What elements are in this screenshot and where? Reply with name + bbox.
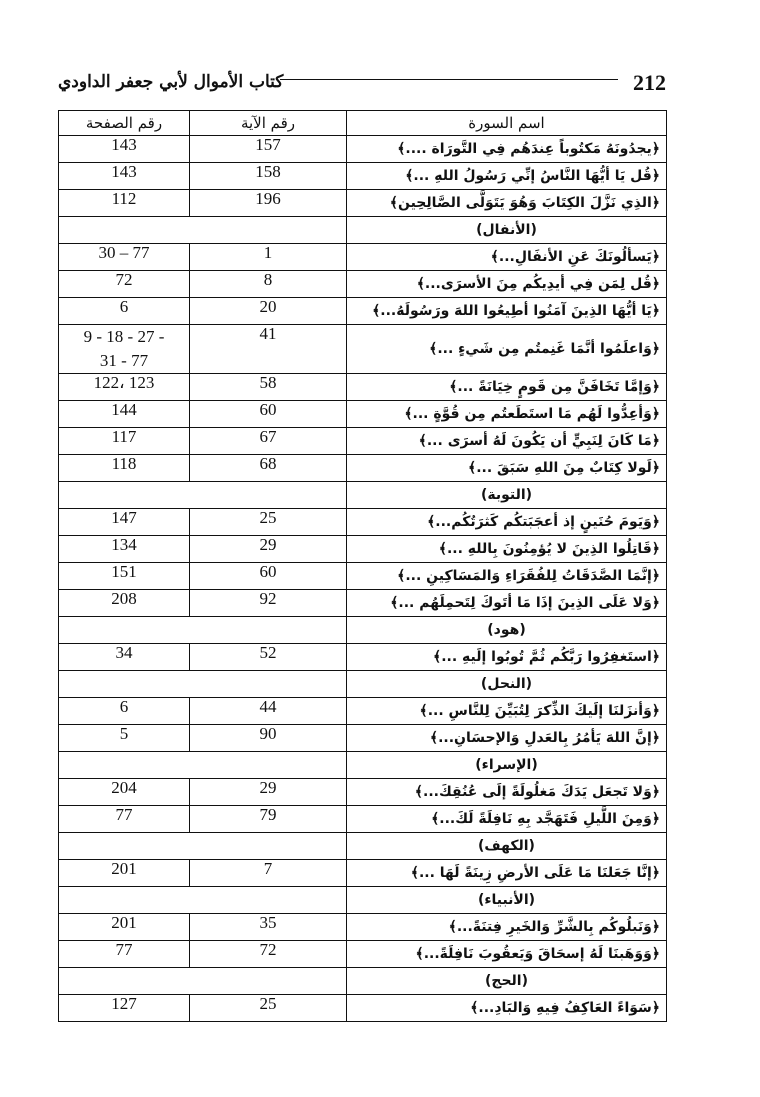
ayah-number-cell: 29: [190, 779, 347, 806]
table-row: [59, 401, 667, 428]
verse-cell: ﴿قُل يَا أيُّهَا النَّاسُ إنِّي رَسُولُ اللهِ ...﴾: [347, 163, 667, 190]
surah-section-title: (الإسراء): [347, 752, 667, 779]
page-number-cell: 112: [59, 190, 190, 217]
table-row: [59, 914, 667, 941]
section-blank-cell: [59, 887, 347, 914]
verse-cell: ﴿وَأنزَلنَا إلَيكَ الذِّكرَ لِتُبَيِّنَ لِلنَّاسِ ...﴾: [347, 698, 667, 725]
table-row: [59, 806, 667, 833]
surah-section-title: (الأنفال): [347, 217, 667, 244]
page-number-cell: 118: [59, 455, 190, 482]
section-row: [59, 968, 667, 995]
table-row: [59, 995, 667, 1022]
ayah-number-cell: 25: [190, 995, 347, 1022]
running-title: كتاب الأموال لأبي جعفر الداودي: [58, 72, 284, 92]
table-row: [59, 455, 667, 482]
section-blank-cell: [59, 217, 347, 244]
verse-cell: ﴿يجدُونَهُ مَكتُوباً عِندَهُم فِي التَّورَاة ....﴾: [347, 136, 667, 163]
page-number-cell: 143: [59, 163, 190, 190]
table-row: [59, 590, 667, 617]
ayah-number-cell: 67: [190, 428, 347, 455]
verse-cell: ﴿وَمِنَ اللَّيلِ فَتَهَجَّد بِهِ نَافِلَةً لَكَ...﴾: [347, 806, 667, 833]
ayah-number-cell: 44: [190, 698, 347, 725]
verse-cell: ﴿وَوَهَبنَا لَهُ إسحَاقَ وَيَعقُوبَ نَافِلَةً...﴾: [347, 941, 667, 968]
surah-section-title: (الأنبياء): [347, 887, 667, 914]
page-number-cell: 30 – 77: [59, 244, 190, 271]
section-row: [59, 752, 667, 779]
table-row: [59, 374, 667, 401]
table-row: [59, 779, 667, 806]
section-row: [59, 482, 667, 509]
section-blank-cell: [59, 752, 347, 779]
section-row: [59, 617, 667, 644]
page-number-cell: 204: [59, 779, 190, 806]
section-row: [59, 833, 667, 860]
verse-index-table: [58, 110, 667, 1022]
page-number-cell: 6: [59, 298, 190, 325]
section-blank-cell: [59, 833, 347, 860]
page-number-cell: 201: [59, 914, 190, 941]
verse-cell: ﴿وَلا عَلَى الذِينَ إذَا مَا أتَوكَ لِتَحمِلَهُم ...﴾: [347, 590, 667, 617]
ayah-number-cell: 58: [190, 374, 347, 401]
page-number-cell: 5: [59, 725, 190, 752]
table-row: [59, 190, 667, 217]
page-number-cell: 127: [59, 995, 190, 1022]
verse-cell: ﴿لَولا كِتَابٌ مِنَ اللهِ سَبَقَ ...﴾: [347, 455, 667, 482]
table-row: [59, 325, 667, 374]
table-row: [59, 298, 667, 325]
verse-cell: ﴿وَيَومَ حُنَينٍ إذ أعجَبَتكُم كَثرَتُكُم...﴾: [347, 509, 667, 536]
verse-cell: ﴿يَسألُونَكَ عَنِ الأنفَالِ...﴾: [347, 244, 667, 271]
page-number-cell: 77: [59, 806, 190, 833]
table-row: [59, 563, 667, 590]
table-row: [59, 698, 667, 725]
surah-section-title: (هود): [347, 617, 667, 644]
table-header-row: [59, 111, 667, 136]
verse-cell: ﴿استَغفِرُوا رَبَّكُم ثُمَّ تُوبُوا إلَيهِ ...﴾: [347, 644, 667, 671]
section-blank-cell: [59, 968, 347, 995]
page-number-cell: 144: [59, 401, 190, 428]
page-number-line: 31 - 77: [99, 351, 149, 370]
ayah-number-cell: 8: [190, 271, 347, 298]
ayah-number-cell: 7: [190, 860, 347, 887]
ayah-number-cell: 72: [190, 941, 347, 968]
ayah-number-cell: 158: [190, 163, 347, 190]
page-number-cell: 117: [59, 428, 190, 455]
page-number-cell: 77: [59, 941, 190, 968]
verse-cell: ﴿وَلا تَجعَل يَدَكَ مَغلُولَةً إلَى عُنُقِكَ...﴾: [347, 779, 667, 806]
ayah-number-cell: 79: [190, 806, 347, 833]
verse-cell: ﴿قُل لِمَن فِي أيدِيكُم مِنَ الأسرَى...﴾: [347, 271, 667, 298]
page-number-cell: 134: [59, 536, 190, 563]
verse-cell: ﴿إنَّ اللهَ يَأمُرُ بِالعَدلِ وَالإحسَانِ...﴾: [347, 725, 667, 752]
verse-cell: ﴿الذِي نَزَّلَ الكِتَابَ وَهُوَ يَتَوَلَّى الصَّالِحِين﴾: [347, 190, 667, 217]
page-number-cell: 6: [59, 698, 190, 725]
ayah-number-cell: 25: [190, 509, 347, 536]
ayah-number-cell: 90: [190, 725, 347, 752]
ayah-number-cell: 35: [190, 914, 347, 941]
page-number-cell: 151: [59, 563, 190, 590]
table-row: [59, 136, 667, 163]
surah-section-title: (التوبة): [347, 482, 667, 509]
column-header-ayah: رقم الآية: [190, 111, 347, 136]
page-number-cell: [59, 325, 190, 374]
page-number-cell: 34: [59, 644, 190, 671]
column-header-surah: اسم السورة: [347, 111, 667, 136]
header-rule: [280, 79, 618, 83]
page-number-line: 9 - 18 - 27 -: [83, 327, 165, 346]
table-row: [59, 509, 667, 536]
table-row: [59, 725, 667, 752]
section-blank-cell: [59, 482, 347, 509]
verse-cell: ﴿وَإمَّا تَخَافَنَّ مِن قَومٍ خِيَانَةً ...﴾: [347, 374, 667, 401]
page-number-cell: 201: [59, 860, 190, 887]
verse-cell: ﴿مَا كَانَ لِنَبِيٍّ أن يَكُونَ لَهُ أسرَى ...﴾: [347, 428, 667, 455]
table-row: [59, 244, 667, 271]
page-number-cell: 72: [59, 271, 190, 298]
verse-cell: ﴿وَاعلَمُوا أنَّمَا غَنِمتُم مِن شَيءٍ ...﴾: [347, 325, 667, 374]
table-row: [59, 860, 667, 887]
verse-cell: ﴿قَاتِلُوا الذِينَ لا يُؤمِنُونَ بِاللهِ ...﴾: [347, 536, 667, 563]
table-row: [59, 644, 667, 671]
verse-cell: ﴿إنَّمَا الصَّدَقَاتُ لِلفُقَرَاءِ وَالمَسَاكِينِ ...﴾: [347, 563, 667, 590]
surah-section-title: (الكهف): [347, 833, 667, 860]
section-blank-cell: [59, 617, 347, 644]
page-number-cell: 208: [59, 590, 190, 617]
verse-cell: ﴿وَنَبلُوكُم بِالشَّرِّ وَالخَيرِ فِتنَةً...﴾: [347, 914, 667, 941]
table-row: [59, 941, 667, 968]
table-row: [59, 271, 667, 298]
verse-cell: ﴿يَا أيُّهَا الذِينَ آمَنُوا أطِيعُوا اللهَ ورَسُولَهُ...﴾: [347, 298, 667, 325]
verse-cell: ﴿سَوَاءً العَاكِفُ فِيهِ وَالبَادِ...﴾: [347, 995, 667, 1022]
ayah-number-cell: 60: [190, 563, 347, 590]
section-row: [59, 887, 667, 914]
page-header: [58, 70, 668, 96]
section-row: [59, 217, 667, 244]
page-number-cell: 143: [59, 136, 190, 163]
ayah-number-cell: 20: [190, 298, 347, 325]
table-row: [59, 536, 667, 563]
table-row: [59, 428, 667, 455]
ayah-number-cell: 41: [190, 325, 347, 374]
ayah-number-cell: 52: [190, 644, 347, 671]
surah-section-title: (النحل): [347, 671, 667, 698]
verse-cell: ﴿وَأعِدُّوا لَهُم مَا استَطَعتُم مِن قُوَّةٍ ...﴾: [347, 401, 667, 428]
table-body: [59, 136, 667, 1022]
column-header-page: رقم الصفحة: [59, 111, 190, 136]
table-row: [59, 163, 667, 190]
ayah-number-cell: 1: [190, 244, 347, 271]
page-number-cell: 147: [59, 509, 190, 536]
ayah-number-cell: 60: [190, 401, 347, 428]
section-blank-cell: [59, 671, 347, 698]
ayah-number-cell: 196: [190, 190, 347, 217]
ayah-number-cell: 68: [190, 455, 347, 482]
verse-cell: ﴿إنَّا جَعَلنَا مَا عَلَى الأرضِ زِينَةً لَهَا ...﴾: [347, 860, 667, 887]
section-row: [59, 671, 667, 698]
ayah-number-cell: 29: [190, 536, 347, 563]
ayah-number-cell: 157: [190, 136, 347, 163]
page-number-cell: 122، 123: [59, 374, 190, 401]
ayah-number-cell: 92: [190, 590, 347, 617]
page-number: 212: [633, 70, 666, 95]
surah-section-title: (الحج): [347, 968, 667, 995]
